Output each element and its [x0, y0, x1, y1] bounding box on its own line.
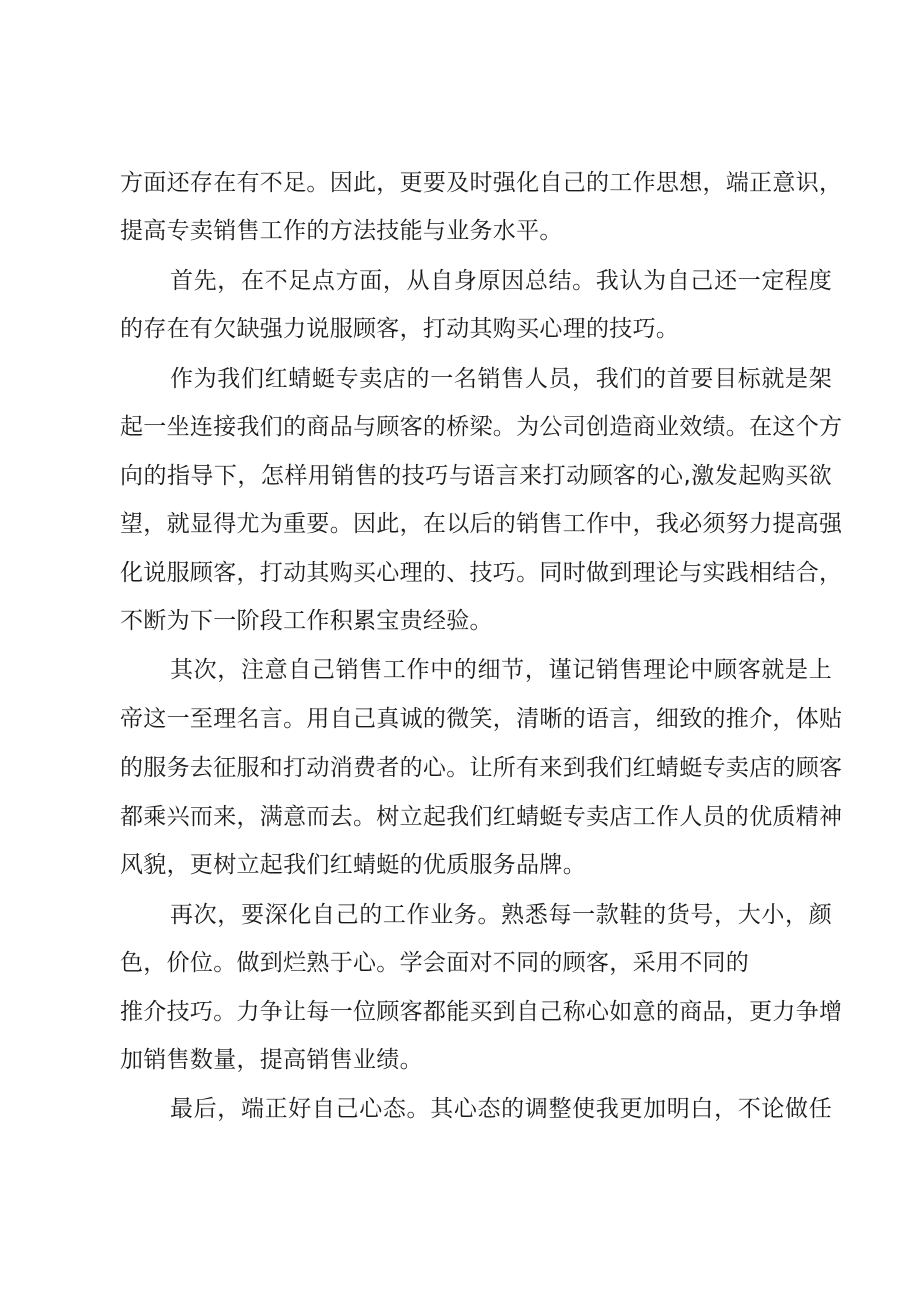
paragraph-first-line: 首先，在不足点方面，从自身原因总结。我认为自己还一定程度: [170, 268, 832, 294]
text-line: 推介技巧。力争让每一位顾客都能买到自己称心如意的商品，更力争增: [120, 999, 843, 1025]
text-line: 向的指导下，怎样用销售的技巧与语言来打动顾客的心,激发起购买欲: [120, 463, 832, 489]
text-line: 的服务去征服和打动消费者的心。让所有来到我们红蜻蜓专卖店的顾客: [120, 755, 843, 781]
text-line: 方面还存在有不足。因此，更要及时强化自己的工作思想，端正意识，: [120, 170, 843, 196]
text-line: 帝这一至理名言。用自己真诚的微笑，清晰的语言，细致的推介，体贴: [120, 706, 843, 732]
text-line: 提高专卖销售工作的方法技能与业务水平。: [120, 218, 563, 244]
paragraph-first-line: 再次，要深化自己的工作业务。熟悉每一款鞋的货号，大小，颜: [170, 902, 832, 928]
text-line: 风貌，更树立起我们红蜻蜓的优质服务品牌。: [120, 852, 586, 878]
text-line: 色，价位。做到烂熟于心。学会面对不同的顾客，采用不同的: [120, 950, 750, 976]
text-line: 化说服顾客，打动其购买心理的、技巧。同时做到理论与实践相结合，: [120, 560, 843, 586]
text-line: 不断为下一阶段工作积累宝贵经验。: [120, 608, 493, 634]
paragraph-first-line: 最后，端正好自己心态。其心态的调整使我更加明白，不论做任: [170, 1096, 832, 1122]
paragraph-first-line: 作为我们红蜻蜓专卖店的一名销售人员，我们的首要目标就是架: [170, 366, 832, 392]
text-line: 望，就显得尤为重要。因此，在以后的销售工作中，我必须努力提高强: [120, 511, 843, 537]
text-line: 起一坐连接我们的商品与顾客的桥梁。为公司创造商业效绩。在这个方: [120, 414, 843, 440]
paragraph-first-line: 其次，注意自己销售工作中的细节，谨记销售理论中顾客就是上: [170, 657, 832, 683]
text-line: 加销售数量，提高销售业绩。: [120, 1047, 423, 1073]
text-line: 都乘兴而来，满意而去。树立起我们红蜻蜓专卖店工作人员的优质精神: [120, 804, 843, 830]
text-line: 的存在有欠缺强力说服顾客，打动其购买心理的技巧。: [120, 316, 680, 342]
